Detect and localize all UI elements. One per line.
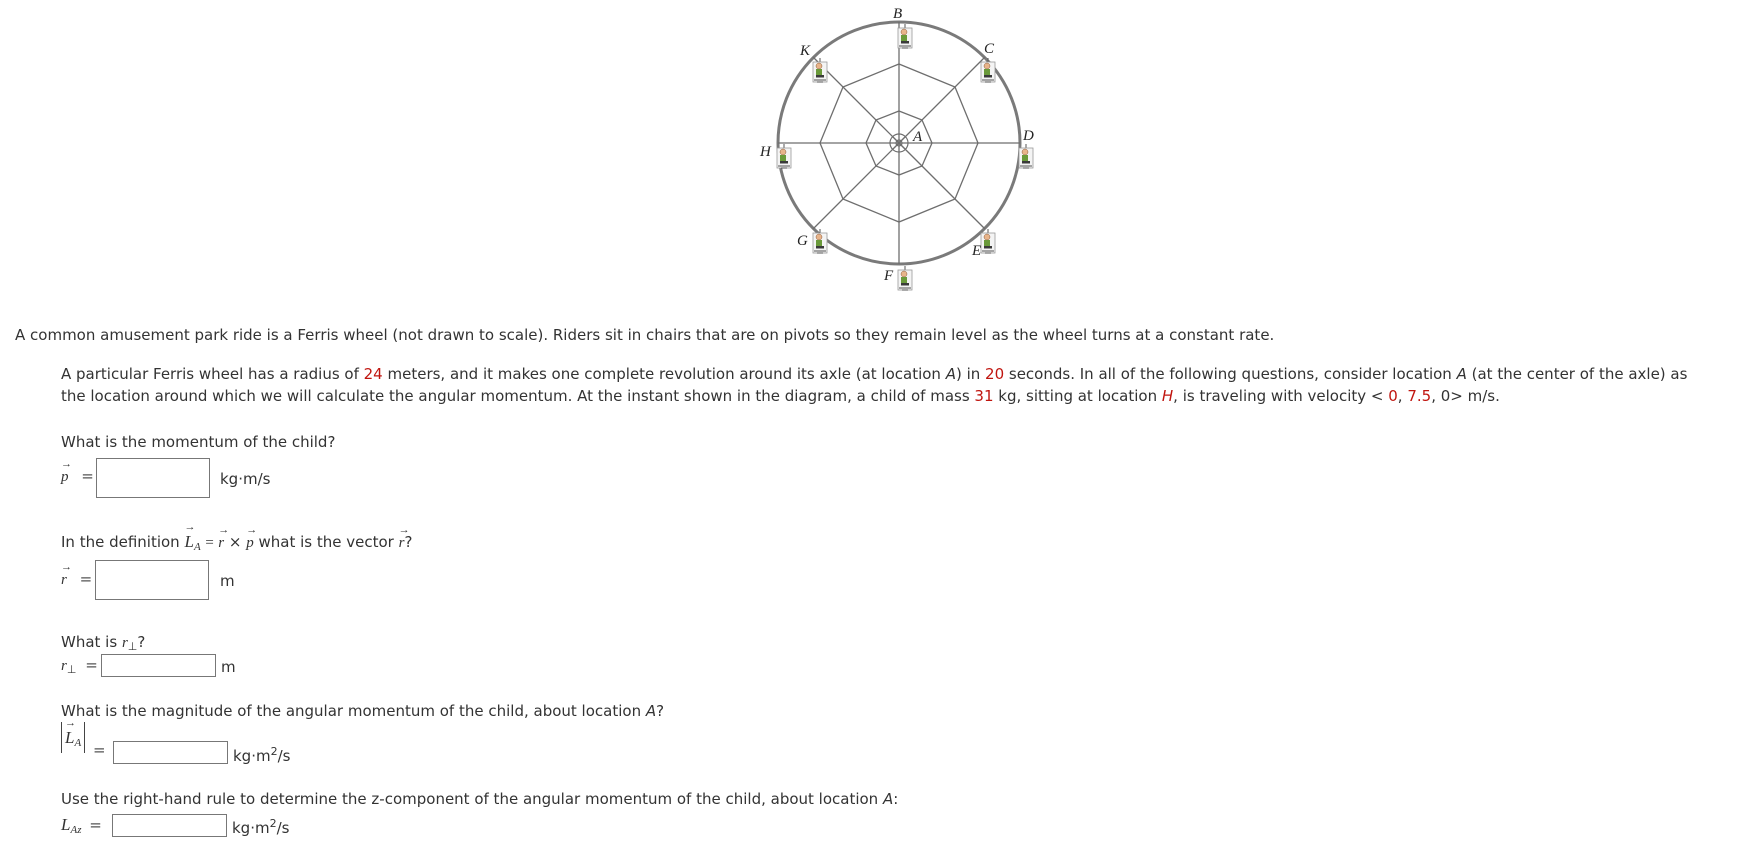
q2-unit: m <box>220 572 235 590</box>
l-subscript: A <box>193 541 201 553</box>
q3-unit: m <box>221 658 236 676</box>
para-text-7: , is traveling with velocity < <box>1173 387 1389 405</box>
chair-k <box>813 58 827 82</box>
q3-label <box>61 656 98 676</box>
r-vector-label: → r <box>61 572 67 589</box>
l-vector-symbol: → L <box>184 532 193 552</box>
q5-unit-pre: kg·m <box>232 819 270 837</box>
chair-b <box>898 24 912 48</box>
r-vector-input[interactable] <box>95 560 209 600</box>
q3-question <box>61 633 145 653</box>
label-f: F <box>884 268 894 284</box>
para-text-4: seconds. In all of the following questions, consider location <box>1004 365 1457 383</box>
location-a-ref-1: A <box>945 365 956 383</box>
radius-value: 24 <box>363 365 383 383</box>
q4-qmark: ? <box>656 702 665 720</box>
perp-subscript: ⊥ <box>127 640 138 653</box>
q1-label <box>61 467 94 486</box>
r-perp-input[interactable] <box>101 654 216 677</box>
q4-unit-sup: 2 <box>270 745 278 758</box>
velocity-z: 0 <box>1440 387 1451 405</box>
definition-equals: = <box>200 535 219 551</box>
perp-label-subscript: ⊥ <box>66 663 77 676</box>
label-e: E <box>972 243 982 259</box>
q5-unit-sup: 2 <box>269 817 277 830</box>
p-vector-symbol: → p <box>61 469 69 486</box>
chairs <box>777 24 1033 290</box>
q4-location: A <box>645 702 657 720</box>
r-perp-label: r <box>61 658 67 674</box>
label-g: G <box>797 233 808 249</box>
q5-colon: : <box>893 790 899 808</box>
para-text-2: meters, and it makes one complete revolution around its axle (at location <box>382 365 946 383</box>
l-magnitude-subscript: A <box>74 737 82 749</box>
q5-unit-post: /s <box>276 819 290 837</box>
r-vector-symbol: → r <box>218 535 224 552</box>
magnitude-bars <box>61 722 85 753</box>
q4-unit-post: /s <box>277 747 291 765</box>
r-perp-symbol: r <box>121 635 128 651</box>
mass-value: 31 <box>974 387 994 405</box>
chair-g <box>813 229 827 253</box>
label-b: B <box>893 6 903 22</box>
l-magnitude-symbol: → L <box>65 728 74 748</box>
q1-unit: kg·m/s <box>220 470 271 488</box>
chair-c <box>981 58 995 82</box>
para-text-5: (at the center of the axle) as the location around which we will calculate the angular momentum. At the instant shown in the diagram, a child of mass <box>61 365 1688 405</box>
q4-label <box>61 722 106 759</box>
q4-pre: What is the magnitude of the angular momentum of the child, about location <box>61 702 646 720</box>
label-k: K <box>800 43 811 59</box>
q2-equals: = <box>79 570 93 588</box>
velocity-y: 7.5 <box>1407 387 1432 405</box>
momentum-input[interactable] <box>96 458 210 498</box>
period-value: 20 <box>985 365 1005 383</box>
lz-symbol: L <box>61 815 71 834</box>
q2-pre: In the definition <box>61 533 185 551</box>
label-a: A <box>913 129 923 145</box>
times-symbol: × <box>224 533 247 551</box>
q4-equals: = <box>92 741 106 759</box>
q1-question: What is the momentum of the child? <box>61 433 336 451</box>
l-magnitude-input[interactable] <box>113 741 228 764</box>
q5-location: A <box>882 790 894 808</box>
ferris-wheel-diagram <box>0 0 1737 300</box>
chair-d <box>1019 144 1033 168</box>
q4-unit-pre: kg·m <box>233 747 271 765</box>
label-c: C <box>984 41 995 57</box>
problem-paragraph <box>61 363 1711 407</box>
q3-equals: = <box>85 656 98 674</box>
q2-question <box>61 532 412 553</box>
r-vector-symbol-question: → r <box>399 535 405 552</box>
q2-label <box>61 570 92 589</box>
q5-equals: = <box>89 816 102 834</box>
label-h: H <box>760 144 771 160</box>
comma-2: , <box>1431 387 1441 405</box>
comma-1: , <box>1397 387 1408 405</box>
location-h-ref: H <box>1161 387 1174 405</box>
label-d: D <box>1023 128 1034 144</box>
q2-post: what is the vector <box>253 533 399 551</box>
q4-question <box>61 702 664 720</box>
chair-f <box>898 266 912 290</box>
para-text-3: ) in <box>955 365 986 383</box>
chair-h <box>777 144 791 168</box>
location-a-ref-2: A <box>1456 365 1467 383</box>
q2-qmark: ? <box>404 533 413 551</box>
intro-text: A common amusement park ride is a Ferris wheel (not drawn to scale). Riders sit in chairs that are on pivots so they remain level as the wheel turns at a constant rate. <box>15 326 1275 344</box>
lz-input[interactable] <box>112 814 227 837</box>
chair-e <box>981 229 995 253</box>
q5-pre: Use the right-hand rule to determine the z-component of the angular momentum of the child, about location <box>61 790 883 808</box>
lz-subscript: Az <box>70 824 82 836</box>
q4-unit <box>233 745 290 765</box>
q1-equals: = <box>81 467 94 485</box>
q5-label <box>61 815 102 836</box>
q3-pre: What is <box>61 633 122 651</box>
velocity-x: 0 <box>1388 387 1398 405</box>
para-text-6: kg, sitting at location <box>993 387 1162 405</box>
q5-unit <box>232 817 289 837</box>
para-text-1: A particular Ferris wheel has a radius of <box>61 365 364 383</box>
para-text-8: > m/s. <box>1450 387 1500 405</box>
q5-question <box>61 790 898 808</box>
q3-qmark: ? <box>137 633 146 651</box>
p-vector-symbol-def: → p <box>246 535 254 552</box>
